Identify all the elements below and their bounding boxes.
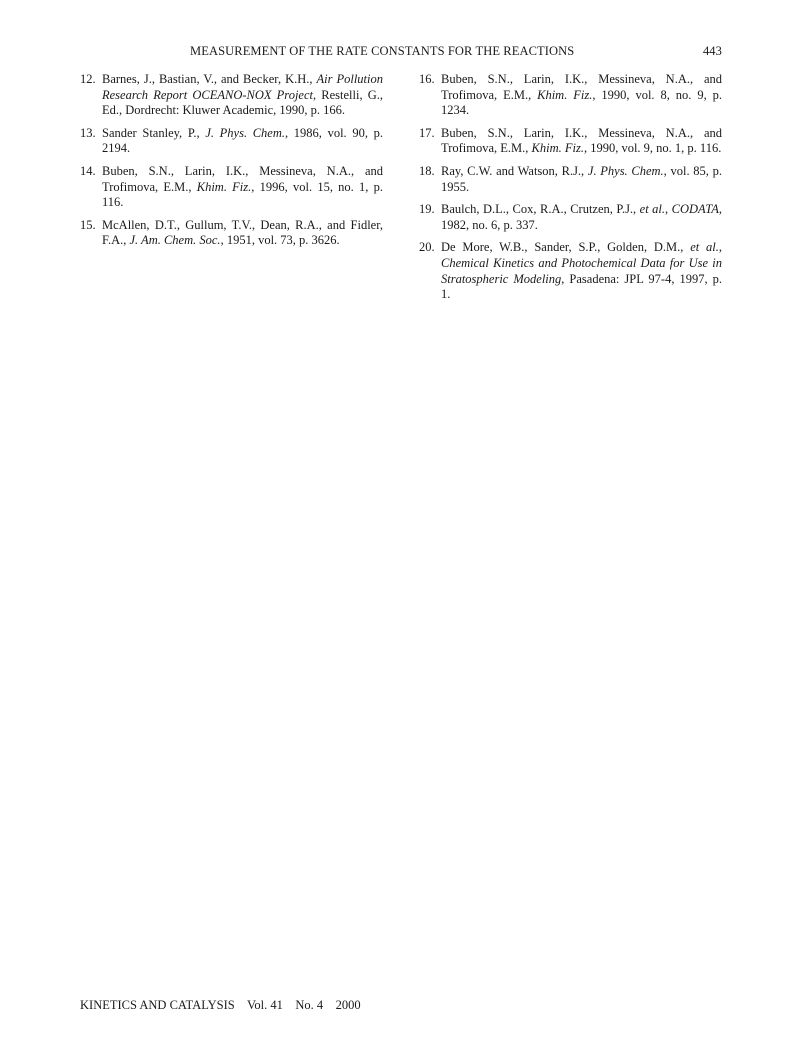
reference-segment: Sander Stanley, P.,: [102, 125, 206, 140]
reference-segment: De More, W.B., Sander, S.P., Golden, D.M.,: [441, 240, 691, 255]
reference-italic-segment: Chemical Kinetics and Photochemical Data for Use in Stratospheric Modeling: [441, 255, 722, 286]
reference-segment: , 1990, vol. 9, no. 1, p. 116.: [583, 141, 722, 156]
reference-item: [419, 72, 722, 119]
reference-segment: McAllen, D.T., Gullum, T.V., Dean, R.A., and Fidler, F.A.,: [102, 217, 383, 248]
reference-number: 20.: [419, 240, 435, 255]
reference-item: [419, 126, 722, 157]
reference-item: [80, 164, 383, 211]
running-head: [80, 44, 722, 60]
reference-text: [441, 202, 722, 233]
reference-column-left: [80, 72, 383, 310]
reference-italic-segment: Khim. Fiz.: [531, 141, 584, 156]
reference-number: 17.: [419, 125, 435, 140]
reference-text: [441, 126, 722, 157]
reference-list: [80, 72, 722, 310]
reference-segment: Buben, S.N., Larin, I.K., Messineva, N.A., and Trofimova, E.M.,: [441, 72, 722, 102]
reference-column-right: [419, 72, 722, 310]
reference-segment: Buben, S.N., Larin, I.K., Messineva, N.A., and Trofimova, E.M.,: [102, 163, 383, 194]
reference-italic-segment: J. Am. Chem. Soc.: [129, 233, 221, 248]
reference-segment: , 1951, vol. 73, p. 3626.: [220, 233, 340, 248]
reference-italic-segment: et al.: [690, 240, 719, 255]
reference-number: 13.: [80, 125, 96, 140]
reference-segment: Barnes, J., Bastian, V., and Becker, K.H.,: [102, 72, 317, 86]
reference-segment: , 1996, vol. 15, no. 1, p. 116.: [102, 179, 384, 210]
reference-number: 19.: [419, 202, 435, 217]
reference-item: [80, 72, 383, 119]
reference-item: [80, 126, 383, 157]
reference-segment: , 1990, vol. 8, no. 9, p. 1234.: [441, 87, 722, 118]
reference-segment: , 1982, no. 6, p. 337.: [441, 202, 722, 232]
reference-number: 16.: [419, 72, 435, 86]
page-footer: [80, 998, 361, 1013]
reference-italic-segment: et al.: [639, 202, 666, 217]
reference-italic-segment: Air Pollution Research Report OCEANO-NOX Project: [102, 72, 383, 102]
reference-italic-segment: CODATA: [671, 202, 719, 217]
reference-segment: ,: [665, 202, 672, 217]
reference-number: 15.: [80, 217, 96, 232]
reference-number: 18.: [419, 163, 435, 178]
reference-item: [419, 164, 722, 195]
footer-journal: KINETICS AND CATALYSIS: [80, 998, 235, 1012]
reference-item: [419, 202, 722, 233]
reference-text: [441, 72, 722, 119]
reference-text: [102, 72, 383, 119]
reference-number: 12.: [80, 72, 96, 86]
reference-segment: , 1986, vol. 90, p. 2194.: [102, 125, 383, 156]
reference-number: 14.: [80, 163, 96, 178]
reference-text: [102, 218, 383, 249]
reference-segment: Ray, C.W. and Watson, R.J.,: [441, 163, 588, 178]
reference-italic-segment: J. Phys. Chem.: [205, 125, 286, 140]
reference-segment: ,: [718, 240, 722, 255]
footer-number: No. 4: [295, 998, 324, 1012]
page-number: 443: [702, 44, 722, 58]
reference-italic-segment: J. Phys. Chem.: [587, 163, 664, 178]
reference-italic-segment: Khim. Fiz.: [537, 87, 593, 102]
reference-text: [441, 240, 722, 302]
reference-italic-segment: Khim. Fiz.: [196, 179, 252, 194]
footer-volume: Vol. 41: [246, 998, 283, 1012]
reference-text: [441, 164, 722, 195]
reference-segment: , Restelli, G., Ed., Dordrecht: Kluwer Academic, 1990, p. 166.: [102, 87, 384, 118]
footer-year: 2000: [335, 998, 361, 1012]
running-title: MEASUREMENT OF THE RATE CONSTANTS FOR THE REACTIONS: [190, 44, 575, 58]
reference-text: [102, 164, 383, 211]
reference-item: [419, 240, 722, 302]
reference-item: [80, 218, 383, 249]
reference-segment: Buben, S.N., Larin, I.K., Messineva, N.A., and Trofimova, E.M.,: [441, 125, 722, 156]
reference-segment: Baulch, D.L., Cox, R.A., Crutzen, P.J.,: [441, 202, 640, 217]
reference-segment: , Pasadena: JPL 97-4, 1997, p. 1.: [441, 271, 722, 302]
reference-segment: , vol. 85, p. 1955.: [441, 163, 722, 194]
reference-text: [102, 126, 383, 157]
